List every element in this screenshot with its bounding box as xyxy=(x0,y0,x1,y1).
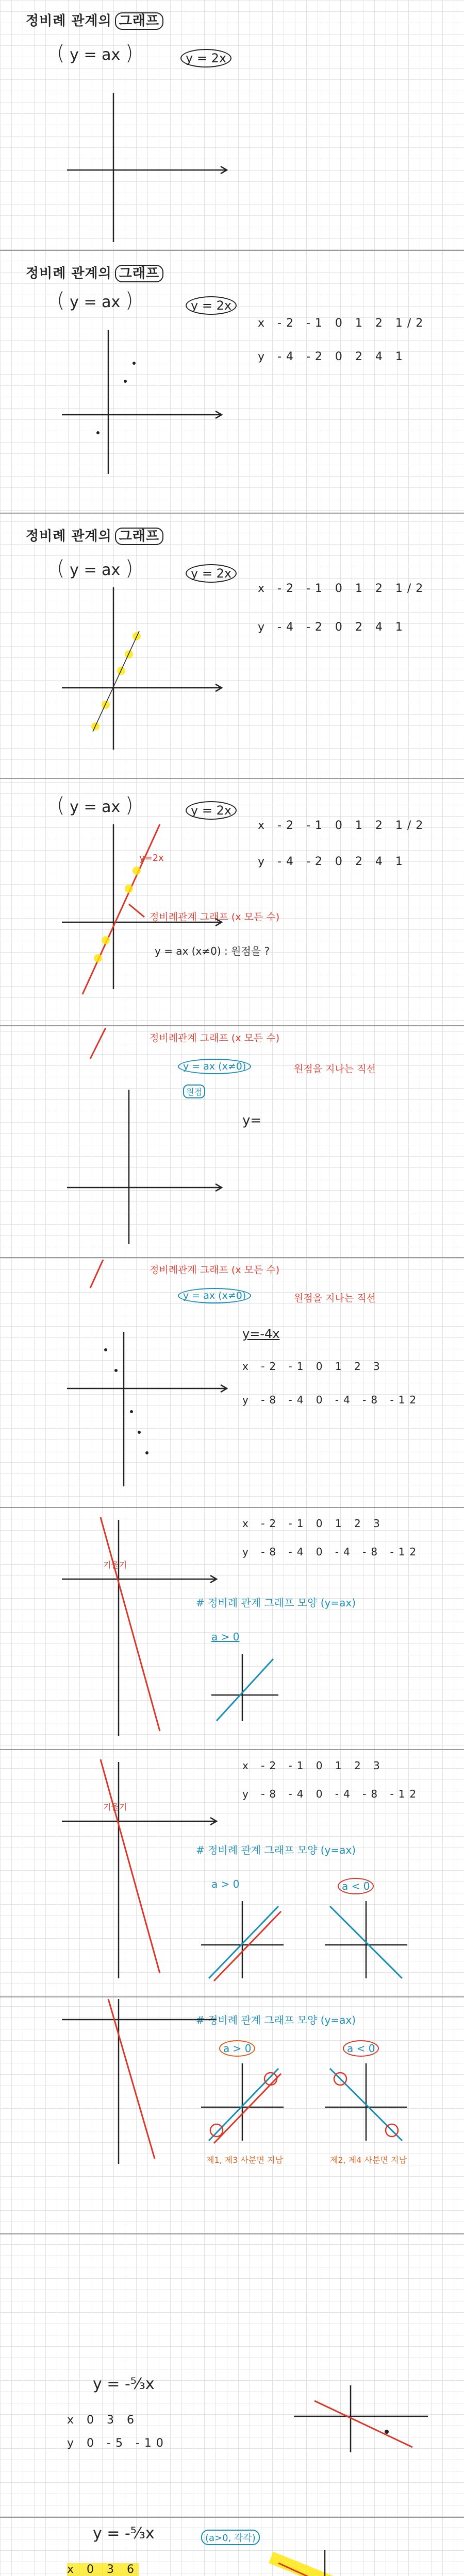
case-formula: y = 2x xyxy=(186,801,237,820)
divider xyxy=(0,1749,464,1750)
steep-label: 기울기 xyxy=(103,1560,127,1570)
page-7 xyxy=(0,1510,464,1747)
frac-x-row: x 0 3 6 xyxy=(67,2414,139,2427)
y2x-tag: y=2x xyxy=(139,853,164,863)
y-row: y -8 -4 0 -4 -8 -12 xyxy=(242,1788,421,1800)
case-formula: y = 2x xyxy=(186,296,237,315)
page-5 xyxy=(0,1028,464,1255)
divider xyxy=(0,2233,464,2234)
case-positive: a > 0 xyxy=(219,2040,255,2057)
page-1 xyxy=(0,0,464,250)
page-title: 정비례 관계의 그래프 xyxy=(26,526,163,545)
page-title: 정비례 관계의 그래프 xyxy=(26,263,163,282)
domain-note: y = ax (x≠0) : 원점을 ? xyxy=(155,945,270,957)
general-formula: ( y = ax ) xyxy=(57,41,134,65)
page-11 xyxy=(0,2519,464,2576)
y-row: y -4 -2 0 2 4 1 xyxy=(258,855,407,868)
fraction-formula: y = -⁵⁄₃x xyxy=(93,2375,155,2393)
page-4 xyxy=(0,781,464,1023)
y-neg4x-label: y=-4x xyxy=(242,1327,280,1341)
steep-label: 기울기 xyxy=(103,1802,127,1812)
y-row: y -8 -4 0 -4 -8 -12 xyxy=(242,1546,421,1558)
case-formula: y = 2x xyxy=(186,564,237,583)
x-row: x -2 -1 0 1 2 1/2 xyxy=(258,317,428,330)
mini-axes-positive xyxy=(196,1896,289,1984)
general-formula: ( y = ax ) xyxy=(57,793,134,817)
red-line-stub xyxy=(77,1260,139,1291)
divider xyxy=(0,1025,464,1026)
circled-formula: y = ax (x≠0) xyxy=(178,1059,251,1074)
case-positive: a > 0 xyxy=(211,1878,240,1890)
y-row: y -8 -4 0 -4 -8 -12 xyxy=(242,1394,421,1406)
axes-11 xyxy=(258,2545,412,2576)
divider xyxy=(0,250,464,251)
mini-axes-positive xyxy=(206,1649,284,1726)
divider xyxy=(0,778,464,779)
axes-5 xyxy=(57,1079,242,1249)
x-row: x -2 -1 0 1 2 3 xyxy=(242,1360,385,1372)
circled-suffix: 원점을 지나는 직선 xyxy=(294,1293,376,1304)
general-formula: ( y = ax ) xyxy=(57,556,134,580)
axes-3 xyxy=(57,572,242,757)
shape-question: # 정비례 관계 그래프 모양 (y=ax) xyxy=(196,2014,356,2026)
title-box: 그래프 xyxy=(115,12,163,30)
case-negative: a < 0 xyxy=(338,1878,374,1894)
mini-axes-negative xyxy=(320,1896,412,1984)
mini-axes-positive xyxy=(196,2058,289,2146)
axes-2 xyxy=(57,314,242,479)
page-3 xyxy=(0,515,464,775)
axes-10 xyxy=(284,2380,438,2458)
circled-suffix: 원점을 지나는 직선 xyxy=(294,1063,376,1075)
y-prefix: y= xyxy=(242,1113,262,1128)
divider xyxy=(0,1996,464,1997)
general-formula: ( y = ax ) xyxy=(57,289,134,312)
case-formula: y = 2x xyxy=(180,49,231,67)
divider xyxy=(0,513,464,514)
y-row: y -4 -2 0 2 4 1 xyxy=(258,350,407,363)
fraction-formula: y = -⁵⁄₃x xyxy=(93,2524,155,2543)
axes-4 xyxy=(57,811,242,1007)
y-row: y -4 -2 0 2 4 1 xyxy=(258,621,407,634)
page-6 xyxy=(0,1260,464,1504)
origin-badge: 원점 xyxy=(183,1084,205,1098)
x-row: x -2 -1 0 1 2 3 xyxy=(242,1759,385,1772)
frac-y-row: y 0 -5 -10 xyxy=(67,2437,168,2450)
shape-question: # 정비례 관계 그래프 모양 (y=ax) xyxy=(196,1844,356,1856)
quadrant-negative: 제2, 제4 사분면 지남 xyxy=(330,2155,407,2165)
divider xyxy=(0,1507,464,1508)
divider xyxy=(0,1257,464,1258)
page-2 xyxy=(0,252,464,510)
page-9 xyxy=(0,1999,464,2231)
x-row: x -2 -1 0 1 2 1/2 xyxy=(258,819,428,832)
divider xyxy=(0,2517,464,2518)
x-row: x -2 -1 0 1 2 3 xyxy=(242,1517,385,1530)
mini-axes-negative xyxy=(320,2058,412,2146)
axes-1 xyxy=(57,67,242,242)
case-positive: a > 0 xyxy=(211,1631,240,1643)
circled-formula: y = ax (x≠0) xyxy=(178,1288,251,1303)
axes-6 xyxy=(57,1321,242,1492)
x-row: x -2 -1 0 1 2 1/2 xyxy=(258,582,428,595)
graph-note: 정비례관계 그래프 (x 모든 수) xyxy=(150,1032,280,1044)
page-8 xyxy=(0,1752,464,1994)
case-negative: a < 0 xyxy=(343,2040,379,2057)
graph-note: 정비례관계 그래프 (x 모든 수) xyxy=(150,1264,280,1276)
tip-label: (a>0, 각각) xyxy=(201,2530,260,2545)
page-title: 정비례 관계의 그래프 xyxy=(26,10,163,29)
frac-x-row: x 0 3 6 xyxy=(67,2563,139,2576)
graph-note: 정비례관계 그래프 (x 모든 수) xyxy=(150,911,280,923)
shape-question: # 정비례 관계 그래프 모양 (y=ax) xyxy=(196,1597,356,1609)
red-line-stub xyxy=(77,1028,139,1059)
page-10 xyxy=(0,2236,464,2514)
quadrant-positive: 제1, 제3 사분면 지남 xyxy=(206,2155,283,2165)
